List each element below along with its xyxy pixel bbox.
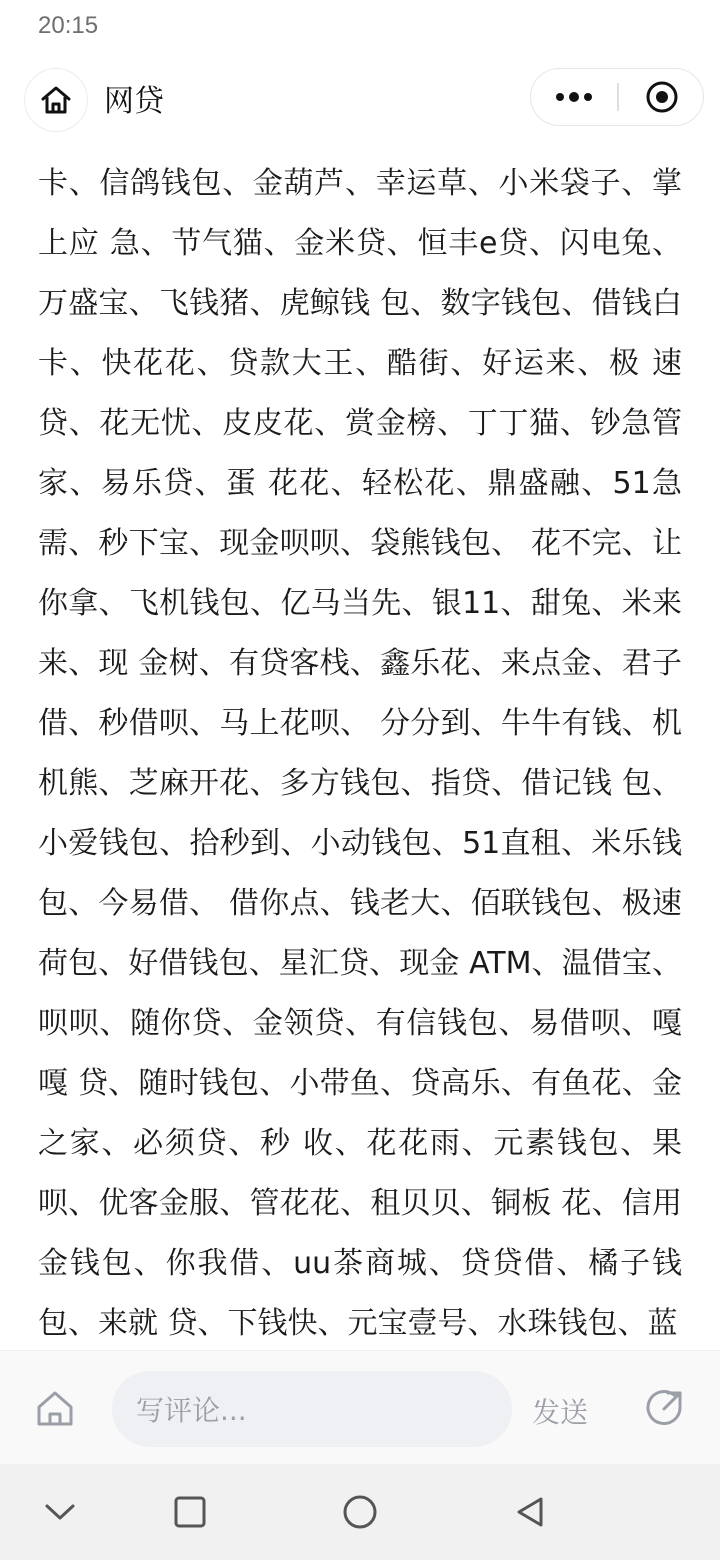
more-dots-icon: [554, 91, 594, 103]
sys-recent-button[interactable]: [168, 1490, 212, 1534]
send-button[interactable]: 发送: [532, 1396, 589, 1429]
close-button[interactable]: [619, 69, 705, 125]
comment-placeholder: 写评论...: [136, 1394, 247, 1427]
sys-down-button[interactable]: [38, 1490, 82, 1534]
triangle-back-icon: [513, 1495, 547, 1529]
page-title: 网贷: [104, 84, 164, 119]
article-text: 卡、信鸽钱包、金葫芦、幸运草、小米袋子、掌上应 急、节气猫、金米贷、恒丰e贷、闪电兔、万盛宝、飞钱猪、虎鲸钱 包、数字钱包、借钱白卡、快花花、贷款大王、酷街、好运来、极 速贷、花无忧、皮皮花、赏金榜、丁丁猫、钞急管家、易乐贷、蛋 花花、轻松花、鼎盛融、51急需、秒下宝、现金呗呗、袋熊钱包、 花不完、让你拿、飞机钱包、亿马当先、银11、甜兔、米来来、现 金树、有贷客栈、鑫乐花、来点金、君子借、秒借呗、马上花呗、 分分到、牛牛有钱、机机熊、芝麻开花、多方钱包、指贷、借记钱 包、小爱钱包、拾秒到、小动钱包、51直租、米乐钱包、今易借、 借你点、钱老大、佰联钱包、极速荷包、好借钱包、星汇贷、现金 ATM、温借宝、呗呗、随你贷、金领贷、有信钱包、易借呗、嘎嘎 贷、随时钱包、小带鱼、贷高乐、有鱼花、金之家、必须贷、秒 收、花花雨、元素钱包、果呗、优客金服、管花花、租贝贝、铜板 花、信用金钱包、你我借、uu茶商城、贷贷借、橘子钱包、来就 贷、下钱快、元宝壹号、水珠钱包、蓝: [38, 166, 682, 1341]
home-icon[interactable]: [34, 1387, 76, 1429]
nav-bar: [0, 56, 720, 140]
capsule-menu: [530, 68, 704, 126]
more-button[interactable]: [531, 69, 617, 125]
home-icon: [39, 83, 73, 117]
circle-home-icon: [341, 1493, 379, 1531]
comment-bar: [0, 1350, 720, 1464]
chevron-down-icon: [43, 1500, 77, 1524]
system-nav-bar: [0, 1464, 720, 1560]
sys-back-button[interactable]: [508, 1490, 552, 1534]
sys-home-button[interactable]: [338, 1490, 382, 1534]
share-icon[interactable]: [644, 1387, 686, 1429]
status-bar: [0, 0, 720, 56]
target-close-icon: [645, 80, 679, 114]
status-time: 20:15: [38, 12, 99, 39]
comment-input[interactable]: [112, 1371, 512, 1447]
article-body[interactable]: [38, 154, 682, 1350]
square-recent-icon: [173, 1495, 207, 1529]
home-button[interactable]: [24, 68, 88, 132]
